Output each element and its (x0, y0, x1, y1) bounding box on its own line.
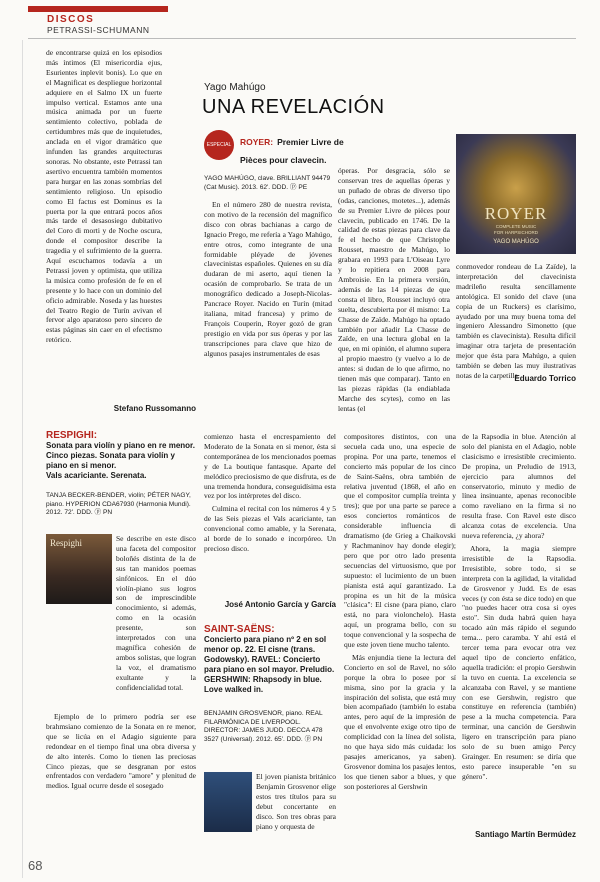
paragraph: Más enjundia tiene la lectura del Concierto en sol de Ravel, no sólo porque la obra lo posee por sí misma, sino por la gracia y la inspiración del solista, que está muy bien acompañado (también lo estaba antes, pero aquí de la impresión de que el envolvente exige otro tipo de complicidad con la línea del solista, no que haya sido más cuidada: los pasajes americanos, ya saben). Grosvenor domina los pasajes lentos, los que tienen sabor a blues, y que son posteriores al Gershwin (344, 652, 456, 791)
respighi-signature: José Antonio García y García (224, 600, 336, 609)
saintsaens-col-3 (344, 432, 456, 844)
badge-label: ESPECIAL (206, 142, 232, 148)
respighi-works: Sonata para violín y piano en re menor. Cinco piezas. Sonata para violín y piano en si menor. (46, 441, 195, 470)
respighi-text-2 (46, 712, 196, 842)
lead-composer: ROYER: (240, 137, 274, 147)
paragraph: Ejemplo de lo primero podría ser ese brahmsiano comienzo de la Sonata en re menor, que se licúa en el Adagio siguiente para redondear en el tiempo final una obra diversa y de alto interés. Como lo tienen las preciosas Cinco piezas, que se desgranan por estos enfrentados con verdadero "amore" y plenitud de medios. Igual ocurre desde el sosegado (46, 712, 196, 791)
paragraph: conmovedor rondeau de La Zaïde), la interpretación del clavecinista madrileño resulta sencillamente antológica. El sonido del clave (una copia de un Ruckers) es clarísimo, ayudado por una muy buena toma del ingeniero Alessandro Simonetto (que también es clavecinista). Resulta difícil imaginar otra tarjeta de presentación mejor que ésta para Mahúgo, a quien también se deben las muy ilustrativas notas de la carpetilla. (456, 262, 576, 380)
saintsaens-album-cover (204, 772, 252, 832)
paragraph: En el número 280 de nuestra revista, con motivo de la recensión del magnífico disco con obras bachianas a cargo de Ignacio Prego, me refería a Yago Mahúgo, entre otros, como integrante de una formidable pléyade de jóvenes clavecinistas españoles. Quienes en su día dudaran de mi aserto, aquí tienen la ocasión de comprobarlo. Se trata de un monográfico dedicado a Joseph-Nicolas-Pancrace Royer. Nacido en Turín (mitad italiana, mitad francesa) y primo de François Couperin, Royer gozó de gran prestigio en vida por sus óperas y por las transcripciones para clave que hizo de algunos pasajes instrumentales de esas (204, 200, 332, 358)
album-cover-subtitle-2: FOR HARPSICHORD (493, 230, 538, 235)
respighi-continuation (204, 432, 336, 588)
review-title: UNA REVELACIÓN (202, 96, 385, 118)
album-cover-title: Respighi (50, 538, 83, 548)
saintsaens-text (256, 772, 336, 844)
saintsaens-col-4 (462, 432, 576, 826)
petrassi-review-text (46, 48, 162, 368)
paragraph: de la Rapsodia in blue. Atención al solo del pianista en el Adagio, noble clasicismo e irresistible crecimiento. De propina, un Preludio de 1913, ejercicio para alumnos del conservatorio, minuto y medio de línea insinuante, apenas reconocible como raveliano en la firma si no resulta frase. Con Ravel este disco alcanza cotas de excelencia. Una nueva referencia, ¿y ahora? (462, 432, 576, 541)
paragraph: compositores distintos, con una secuela cada uno, una especie de propina. Por una parte, tenemos el concierto más popular de los cinco de Saint-Saëns, obra también de relativa juventud (1868, el año en que el compositor cumplía treinta y tres); que por una parte se parece a esos conciertos románticos de considerable influencia di dramatismo (de Grieg a Chaikovski y Rachmaninov hay donde elegir); pero que por otro lado presenta secuencias del virtuosismo, que por supuesto: el lucimiento de un buen pianista está aquí garantizado. La propina es un hit de la música "clásica": El cisne (para piano, claro está, no para violonchelo). Hasta aquí, un programa bello, con su toque convencional y la sospecha de que este joven tiene mucho talento. (344, 432, 456, 650)
especial-badge (204, 130, 234, 160)
album-cover-artist: YAGO MAHÚGO (493, 239, 539, 245)
respighi-album-cover (46, 534, 112, 604)
section-title: DISCOS (47, 14, 95, 25)
royer-signature: Eduardo Torrico (514, 374, 576, 383)
royer-album-cover (456, 134, 576, 254)
paragraph: El joven pianista británico Benjamin Grosvenor elige estos tres títulos para su debut concertante en disco. Son tres obras para piano y orquesta de (256, 772, 336, 831)
royer-review-col-b (338, 166, 450, 413)
respighi-composer: RESPIGHI: (46, 430, 98, 441)
respighi-works-2: Vals acariciante. Serenata. (46, 471, 147, 480)
paragraph: Culmina el recital con los números 4 y 5 de las Seis piezas el Vals acariciante, tan convencional como amable, y la Serenata, al borde de lo sonado e incorpóreo. Un precioso disco. (204, 504, 336, 553)
page-number: 68 (28, 858, 43, 873)
paragraph: comienzo hasta el encrespamiento del Moderato de la Sonata en si menor, ésta si contemporánea de los mencionados poemas y de La boutique fantasque. Aparte del melódico preciosismo de que disfruta, es de una tremenda hondura, conseguidísima esta vez por los intérpretes del disco. (204, 432, 336, 501)
lead-credits: YAGO MAHÚGO, clave. BRILLIANT 94479 (Cat Music). 2013. 62'. DDD. ⓟ PE (204, 175, 331, 191)
header-divider (28, 38, 576, 39)
lead-work: Premier Livre de Pièces pour clavecin. (240, 137, 344, 165)
royer-review-col-a (204, 200, 332, 394)
lead-block (240, 132, 346, 168)
saintsaens-composer: SAINT-SAËNS: (204, 624, 275, 635)
margin-rule (22, 40, 23, 878)
header-accent-bar (28, 6, 168, 12)
saintsaens-signature: Santiago Martín Bermúdez (475, 830, 576, 839)
respighi-credits: TANJA BECKER-BENDER, violín; PÉTER NAGY, piano. HYPERION CDA67930 (Harmonia Mundi). 2012. 72'. DDD. ⓟ PN (46, 492, 191, 516)
paragraph: Se describe en este disco una faceta del compositor boloñés distinta de la de sus tan manidos poemas sinfónicos. En el dúo violín-piano sus logros son de imprescindible conocimiento, si además, como en la ocasión presente, son interpretados con una magnífica cohesión de ambos solistas, que logran la voz, el dramatismo exultante y la confidencialidad total. (116, 534, 196, 692)
paragraph: óperas. Por desgracia, sólo se conservan tres de aquellas óperas y un puñado de obras de diverso tipo (odas, canciones, motetes...), además de su Premier Livre de pièces pour clavecin, publicado en 1746. De la calidad de estas piezas para clave da fe el hecho de que Christophe Rousset, maestro de Mahúgo, lo grabara en 1993 para L'Oiseau Lyre y lo repitiera en 2008 para Ambroisie. En la primera versión, además de las 14 piezas de que consta el libro, Rousset incluyó otra suelta, descubierta por él mismo: La Chasse de Zaïde. Mahúgo ha optado también por añadir La Chasse de Zaïde, en una lectura global en la que, en mi opinión, el alumno supera al propio maestro (y vuelvo a lo de antes: si dudan de lo que afirmo, no tienen más que comparar). Tanto en las piezas rápidas (la endiablada Marche des scytes), como en las lentas (el (338, 166, 450, 413)
paragraph: Ahora, la magia siempre irresistible de la Rapsodia. Irresistible, sobre todo, si se interpreta con la agilidad, la vitalidad de Grosvenor y Judd. Es de esas veces (y con ésta se dice todo) en que "no puedes hacer otra cosa si oyes esto". Sin duda habrá quien haya tocado aún más rápido el segundo tema... pero caramba. Y ahí está el tercer tema para evocar otra vez aquel tipo de concierto enfático, aquella tradición: el propio Gershwin la tuvo en cuenta. La excelencia se alcanzaba con Ravel, y se mantiene con ese Gershwin, registro que constituye en referencia (también) pese a la mucha competencia. Para terminar, una canción de Gershwin ligero en transcripción para piano solo de su buen amigo Percy Grainger. En resumen: se diría que esto parece insuperable "en su género". (462, 543, 576, 781)
petrassi-signature: Stefano Russomanno (113, 404, 196, 413)
saintsaens-heading (204, 624, 336, 695)
respighi-heading (46, 430, 196, 481)
album-cover-subtitle: COMPLETE MUSIC (495, 224, 537, 229)
album-cover-title: ROYER (484, 204, 548, 223)
saintsaens-credits: BENJAMIN GROSVENOR, piano. REAL FILARMÓNICA DE LIVERPOOL. DIRECTOR: JAMES JUDD. DECCA 478 3527 (Universal). 2012. 65'. DDD. ⓟ PN (204, 710, 323, 743)
review-author: Yago Mahúgo (204, 82, 266, 93)
saintsaens-works: Concierto para piano nº 2 en sol menor op. 22. El cisne (trans. Godowsky). RAVEL: Concierto para piano en sol mayor. Preludio. GERSHWIN: Rhapsody in blue. Love walked in. (204, 635, 335, 694)
paragraph: de encontrarse quizá en los episodios más íntimos (El misericordia ejus, Esurientes inplevit bonis). Lo que en el Magnificat es despliegue horizontal adquiere en el Salmo IX un fuerte impulso vertical. Estamos ante una música animada por un fuerte sentimiento colectivo, poblada de certidumbres más que de inquietudes, anclada en el vigor dramático que infunden las grandes arquitecturas sonoras. No obstante, este Petrassi tan asertivo encuentra también momentos para hurgar en las zonas sombrías del sentimiento religioso. Un episodio como El factus est Dominus es la puerta por la que entrará pocos años más tarde el desasosiego dubitativo del Coro di morti y de Noche oscura, donde el compositor describe la tragedia y el sufrimiento de la guerra. Aquí escuchamos todavía a un Petrassi joven y optimista, que utiliza la música como profesión de fe en el presente y lo hace con un dominio del oficio admirable. Noseda y las huestes del Teatro Regio de Turín avivan el fervor algo aparatoso pero sincero de estas páginas sin caer en el efectismo retórico. (46, 48, 162, 345)
section-subtitle: PETRASSI-SCHUMANN (47, 25, 150, 35)
respighi-text-wrap (116, 534, 196, 692)
